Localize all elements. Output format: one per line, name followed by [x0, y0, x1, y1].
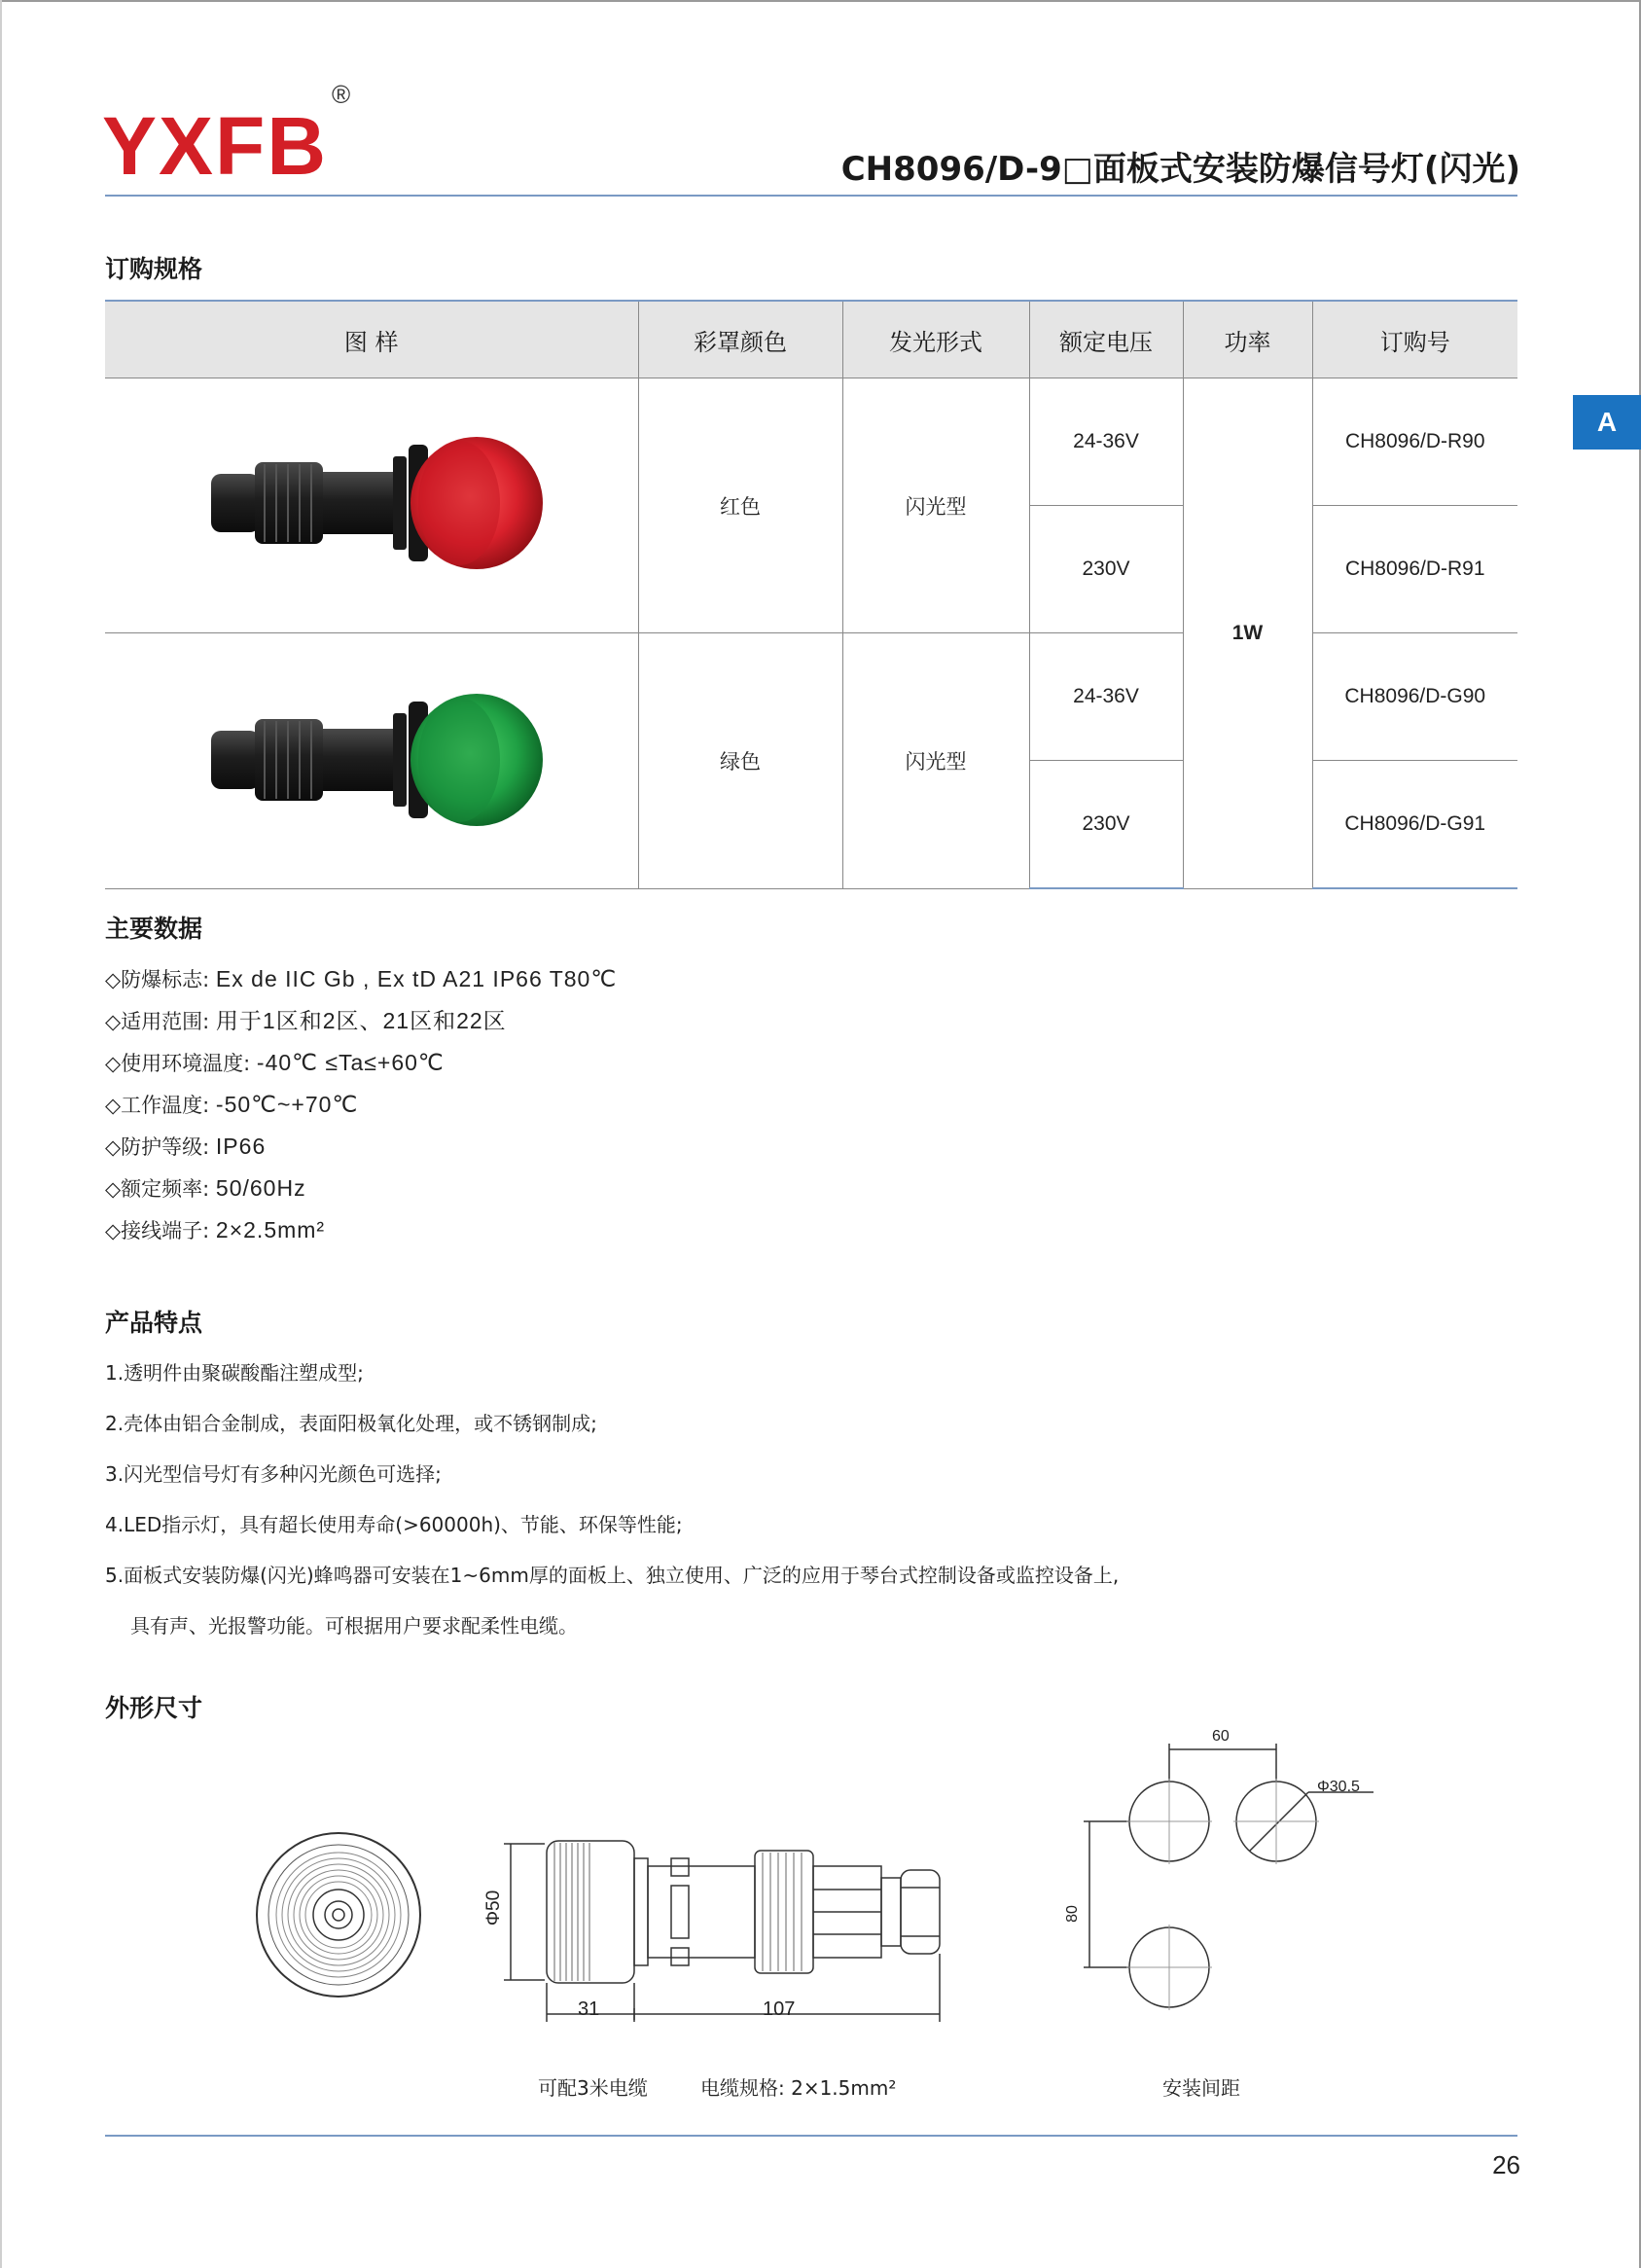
order-no-cell: CH8096/D-R91	[1312, 506, 1517, 633]
power-cell: 1W	[1183, 378, 1312, 889]
voltage-cell: 230V	[1029, 506, 1183, 633]
features-list	[105, 1348, 1119, 1651]
list-item: ◇接线端子: 2×2.5mm²	[105, 1217, 326, 1242]
page-border-left	[0, 0, 2, 2268]
red-lamp-image-cell	[105, 378, 638, 633]
col-header-order-no: 订购号	[1312, 301, 1517, 378]
col-header-voltage: 额定电压	[1029, 301, 1183, 378]
mode-cell: 闪光型	[842, 633, 1029, 889]
side-view-drawing	[486, 1829, 973, 2024]
red-signal-lamp-image	[167, 406, 576, 600]
list-item: ◇额定频率: 50/60Hz	[105, 1175, 306, 1201]
list-item: 5.面板式安装防爆(闪光)蜂鸣器可安装在1~6mm厚的面板上、独立使用、广泛的应用于琴台式控制设备或监控设备上,	[105, 1564, 1120, 1587]
voltage-cell: 24-36V	[1029, 633, 1183, 761]
diameter-label: Φ50	[483, 1890, 505, 1926]
page-number: 26	[1492, 2150, 1520, 2179]
main-data-heading: 主要数据	[105, 915, 203, 943]
color-cell: 绿色	[638, 633, 842, 889]
col-header-image: 图 样	[105, 301, 638, 378]
cable-spec-caption: 电缆规格: 2×1.5mm²	[700, 2076, 897, 2100]
mode-cell: 闪光型	[842, 378, 1029, 633]
order-no-cell: CH8096/D-G90	[1312, 633, 1517, 761]
table-row	[105, 378, 1517, 506]
list-item: 4.LED指示灯，具有超长使用寿命(>60000h)、节能、环保等性能;	[105, 1513, 683, 1536]
list-item: ◇防爆标志: Ex de IIC Gb , Ex tD A21 IP66 T80℃	[105, 966, 618, 991]
list-item: ◇防护等级: IP66	[105, 1134, 267, 1159]
list-item: 1.透明件由聚碳酸酯注塑成型;	[105, 1361, 364, 1385]
cable-caption: 可配3米电缆	[538, 2076, 648, 2100]
hole-diameter-label: Φ30.5	[1317, 1779, 1360, 1795]
list-item: 具有声、光报警功能。可根据用户要求配柔性电缆。	[130, 1614, 578, 1638]
page-border-top	[0, 0, 1641, 2]
footer-rule	[105, 2135, 1517, 2137]
spacing-height-label: 80	[1063, 1905, 1081, 1923]
length-b-label: 107	[763, 1998, 796, 2020]
voltage-cell: 230V	[1029, 761, 1183, 889]
color-cell: 红色	[638, 378, 842, 633]
brand-logo: YXFB®	[102, 80, 353, 192]
length-a-label: 31	[578, 1998, 600, 2020]
spacing-caption: 安装间距	[1162, 2076, 1240, 2100]
col-header-power: 功率	[1183, 301, 1312, 378]
voltage-cell: 24-36V	[1029, 378, 1183, 506]
green-signal-lamp-image	[167, 661, 576, 855]
spacing-width-label: 60	[1212, 1728, 1230, 1745]
list-item: 2.壳体由铝合金制成，表面阳极氧化处理，或不锈钢制成;	[105, 1412, 597, 1435]
dimensions-heading: 外形尺寸	[105, 1694, 203, 1722]
list-item: ◇适用范围: 用于1区和2区、21区和22区	[105, 1008, 507, 1033]
green-lamp-image-cell	[105, 633, 638, 889]
main-data-list	[105, 958, 617, 1251]
col-header-color: 彩罩颜色	[638, 301, 842, 378]
front-view-drawing	[251, 1827, 426, 2002]
table-header-row	[105, 301, 1517, 378]
section-tab[interactable]: A	[1573, 395, 1641, 450]
order-spec-heading: 订购规格	[105, 255, 203, 283]
list-item: ◇使用环境温度: -40℃ ≤Ta≤+60℃	[105, 1050, 445, 1075]
features-heading: 产品特点	[105, 1309, 203, 1337]
order-no-cell: CH8096/D-G91	[1312, 761, 1517, 889]
page-title: CH8096/D-9□面板式安装防爆信号灯(闪光)	[840, 150, 1520, 189]
order-no-cell: CH8096/D-R90	[1312, 378, 1517, 506]
list-item: ◇工作温度: -50℃~+70℃	[105, 1092, 359, 1117]
order-spec-table	[105, 300, 1517, 889]
col-header-mode: 发光形式	[842, 301, 1029, 378]
list-item: 3.闪光型信号灯有多种闪光颜色可选择;	[105, 1462, 442, 1486]
header-rule	[105, 195, 1517, 197]
